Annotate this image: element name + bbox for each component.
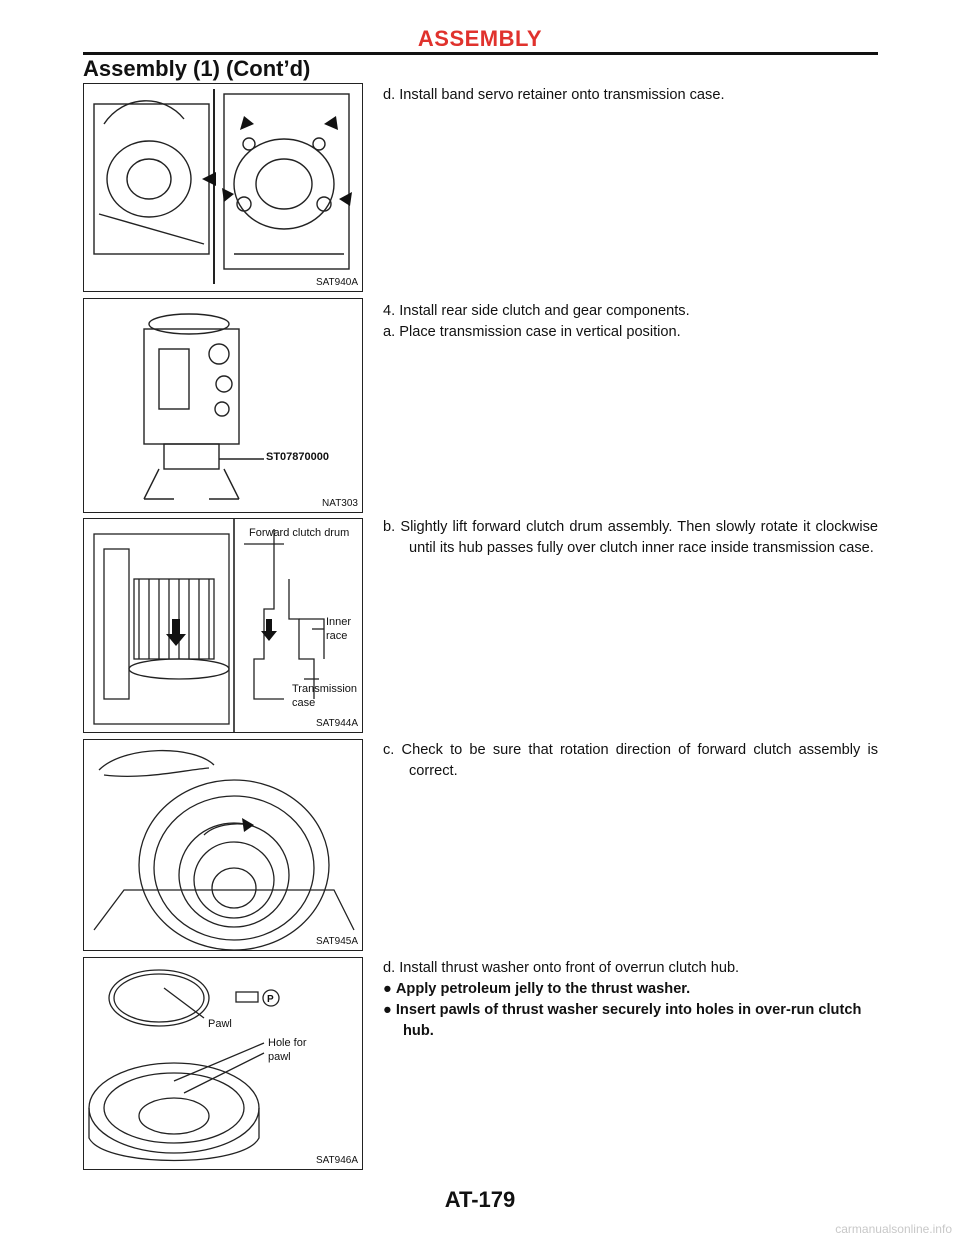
figure-code: NAT303 xyxy=(322,498,358,509)
bullet-item xyxy=(383,979,878,1000)
figure-thrust-washer xyxy=(83,957,363,1170)
step-text: c. Check to be sure that rotation direction of forward clutch assembly is correct. xyxy=(383,742,878,779)
step-lift-forward-clutch xyxy=(383,517,878,559)
section-title: ASSEMBLY xyxy=(417,26,543,51)
section-subtitle: Assembly (1) (Cont’d) xyxy=(83,56,311,81)
step-text: d. Install thrust washer onto front of overrun clutch hub. xyxy=(383,960,740,976)
header-rule xyxy=(83,52,878,55)
figure-code: SAT945A xyxy=(315,936,358,947)
bullet-icon: ● xyxy=(383,1002,396,1018)
figure-case-vertical xyxy=(83,298,363,513)
label-forward-clutch-drum: Forward clutch drum xyxy=(249,527,350,539)
figure-code: SAT940A xyxy=(315,277,358,288)
case-vertical-illustration xyxy=(84,299,362,512)
bullet-text: Insert pawls of thrust washer securely into holes in over-run clutch hub. xyxy=(395,1002,862,1039)
figure-code: SAT946A xyxy=(315,1155,358,1166)
figure-code: SAT944A xyxy=(315,718,358,729)
label-pawl: Pawl xyxy=(208,1018,232,1030)
figure-rotation xyxy=(83,739,363,951)
label-hole-for: Hole for xyxy=(268,1037,307,1049)
bullet-text: Apply petroleum jelly to the thrust washer. xyxy=(395,981,691,997)
rotation-illustration xyxy=(84,740,362,950)
band-servo-illustration xyxy=(84,84,362,291)
bullet-icon: ● xyxy=(383,981,396,997)
step-install-band-servo xyxy=(383,85,878,106)
label-transmission: Transmission xyxy=(292,683,357,695)
step-text: a. Place transmission case in vertical position. xyxy=(383,324,681,340)
step-check-rotation xyxy=(383,740,878,782)
tool-label: ST07870000 xyxy=(266,451,329,463)
thrust-washer-illustration xyxy=(84,958,362,1169)
label-race: race xyxy=(326,630,348,642)
bullet-item xyxy=(383,1000,878,1042)
label-pawl-2: pawl xyxy=(268,1051,291,1063)
label-inner: Inner xyxy=(326,616,352,628)
label-case: case xyxy=(292,697,316,709)
figure-band-servo xyxy=(83,83,363,292)
step-text: d. Install band servo retainer onto transmission case. xyxy=(383,87,725,103)
watermark: carmanualsonline.info xyxy=(835,1222,952,1236)
step-heading: 4. Install rear side clutch and gear components. xyxy=(383,303,690,319)
page-number: AT-179 xyxy=(444,1187,516,1212)
svg-text:P: P xyxy=(267,994,274,1005)
figure-forward-clutch xyxy=(83,518,363,733)
step-install-thrust-washer xyxy=(383,958,878,1042)
forward-clutch-illustration xyxy=(84,519,362,732)
step-rear-side-clutch xyxy=(383,301,878,343)
step-text: b. Slightly lift forward clutch drum assembly. Then slowly rotate it clockwise until its hub passes fully over clutch inner race inside transmission case. xyxy=(383,519,878,556)
